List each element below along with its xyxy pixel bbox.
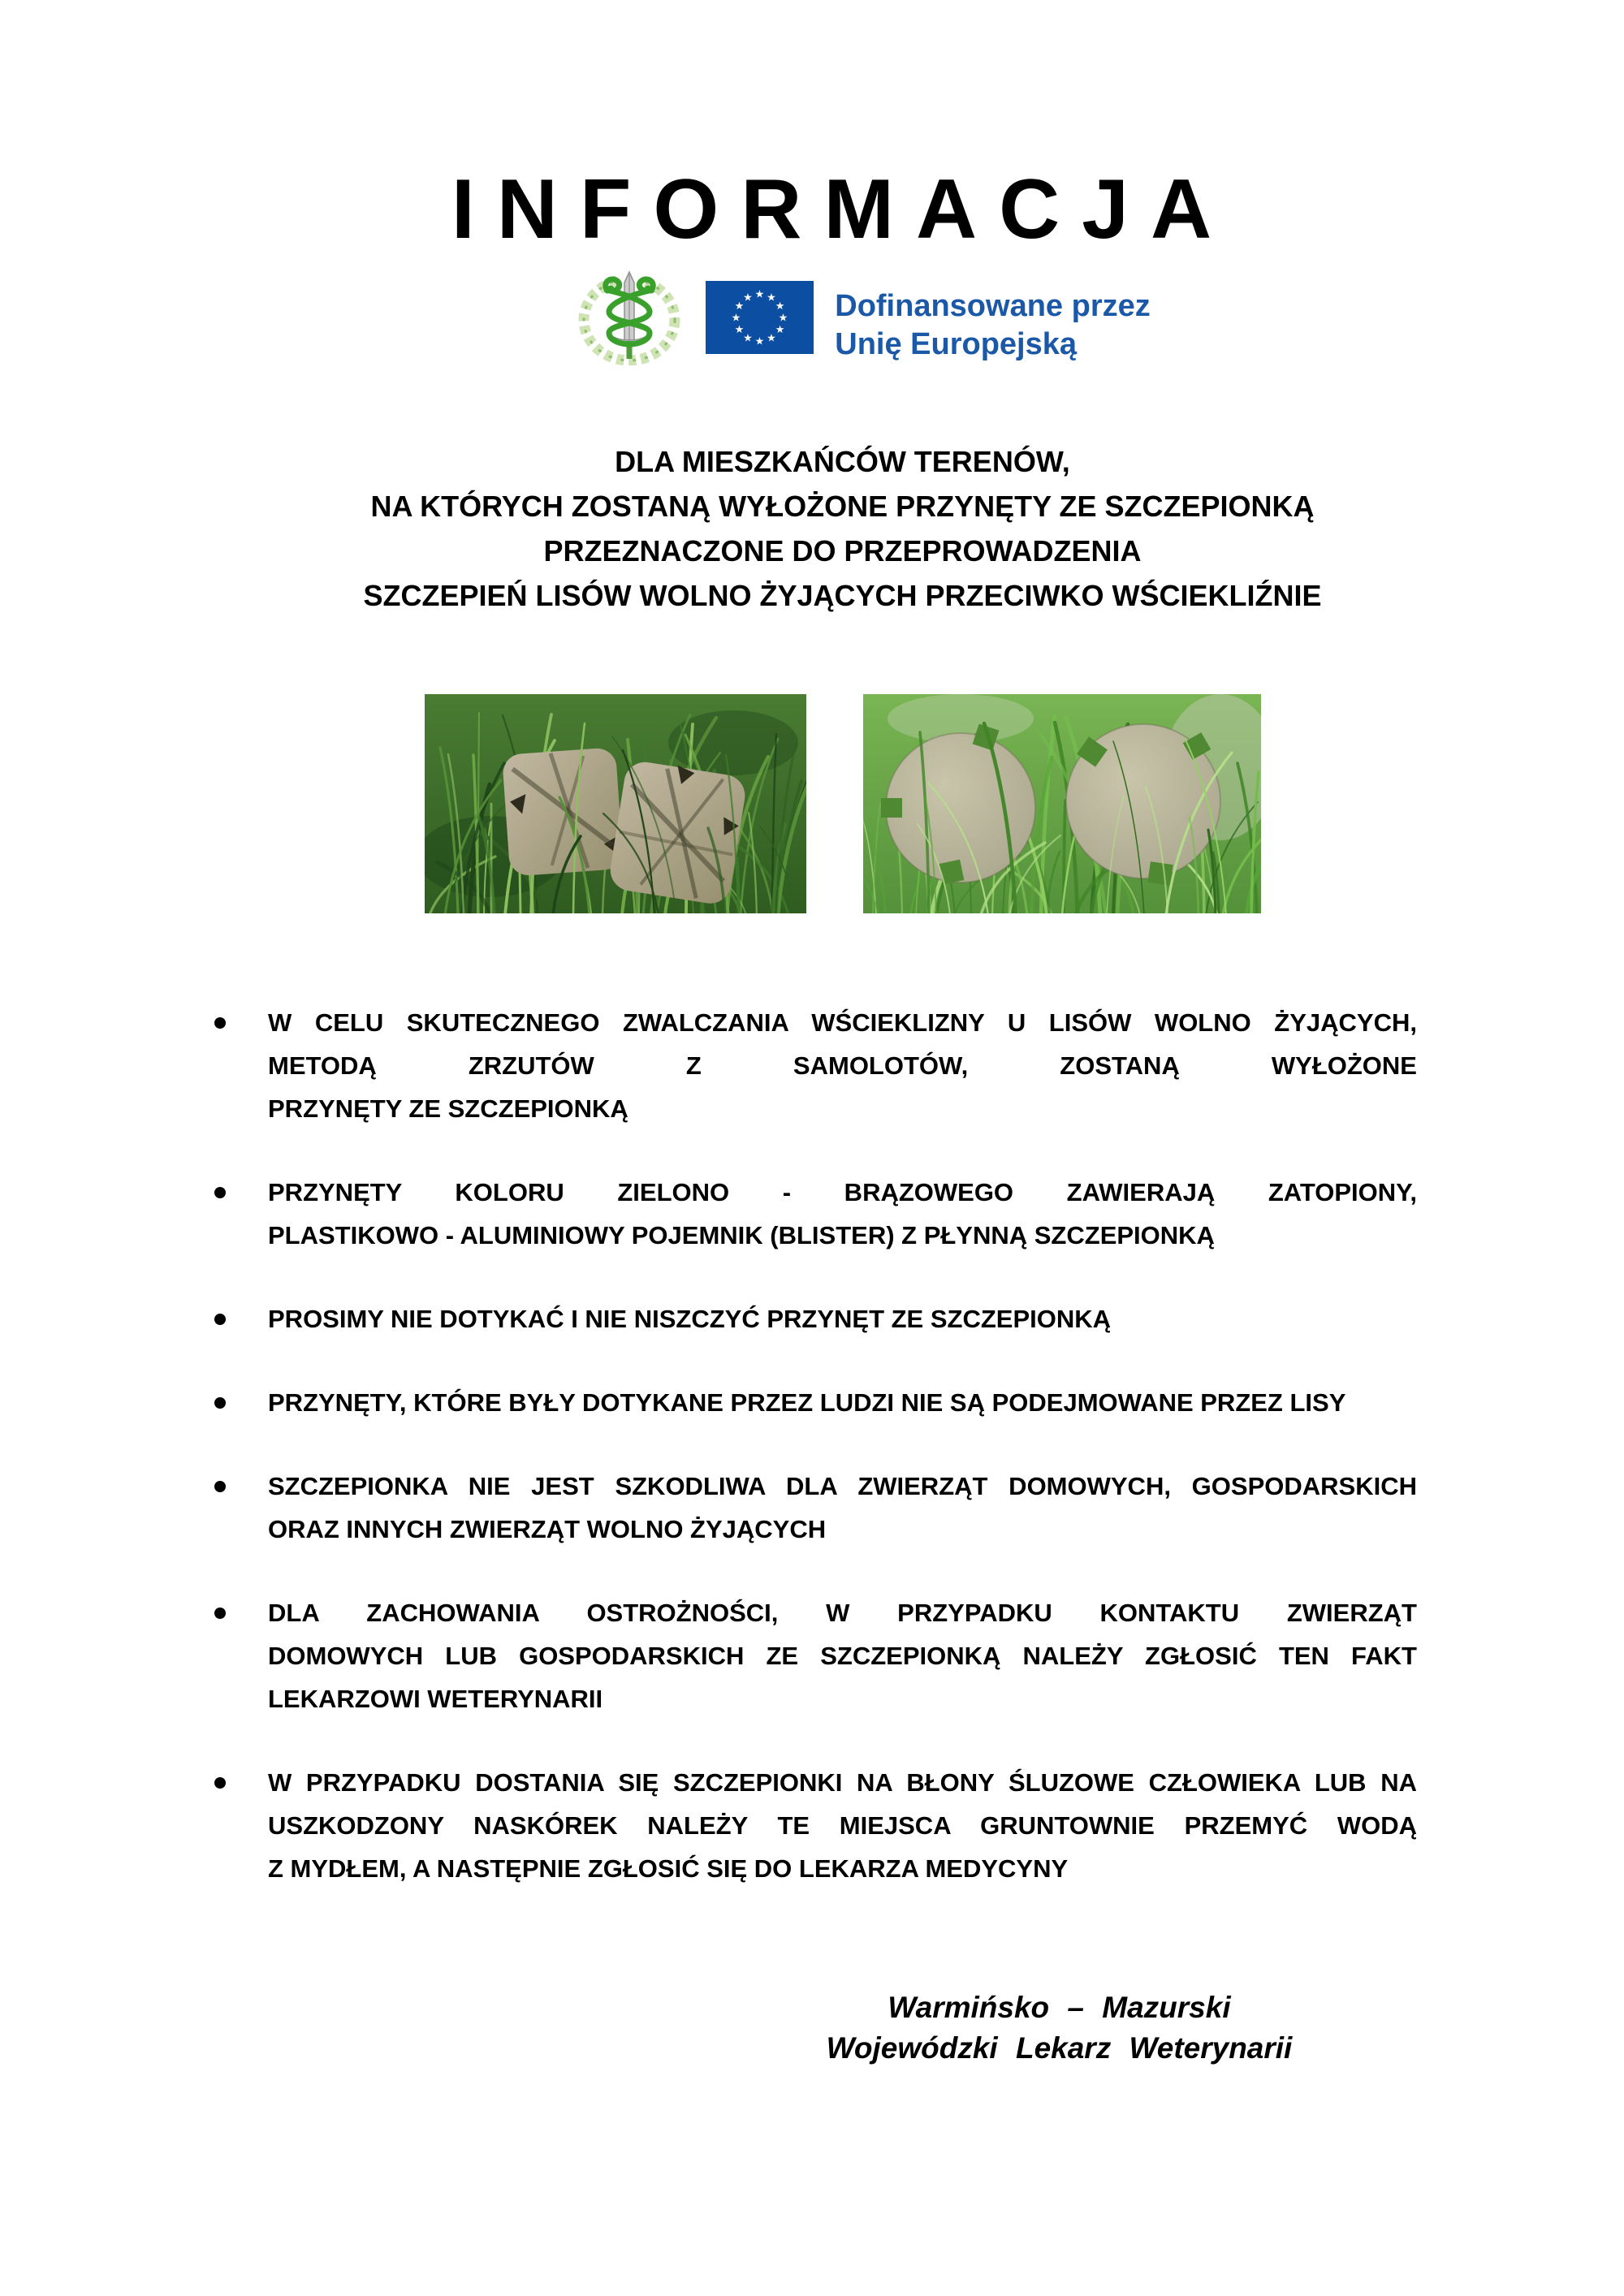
bullet-line: USZKODZONY NASKÓREK NALEŻY TE MIEJSCA GRUNTOWNIE PRZEMYĆ WODĄ bbox=[268, 1811, 1417, 1840]
bullet-line: DLA ZACHOWANIA OSTROŻNOŚCI, W PRZYPADKU KONTAKTU ZWIERZĄT bbox=[268, 1599, 1417, 1627]
bullet-list bbox=[211, 1001, 1417, 1931]
bullet-line: PLASTIKOWO - ALUMINIOWY POJEMNIK (BLISTER) Z PŁYNNĄ SZCZEPIONKĄ bbox=[268, 1221, 1215, 1249]
bullet-item bbox=[211, 1171, 1417, 1257]
eu-funding-label bbox=[835, 287, 1151, 364]
page-title: INFORMACJA bbox=[451, 162, 1234, 257]
bait-left-1 bbox=[502, 747, 624, 876]
bullet-item bbox=[211, 1761, 1417, 1890]
heading-line: DLA MIESZKAŃCÓW TERENÓW, bbox=[615, 445, 1070, 478]
svg-text:★: ★ bbox=[754, 288, 765, 301]
eu-flag-icon bbox=[706, 281, 814, 354]
notice-heading bbox=[268, 439, 1417, 618]
bait-photo-right bbox=[863, 694, 1261, 913]
bullet-line: LEKARZOWI WETERYNARII bbox=[268, 1685, 603, 1713]
svg-text:★: ★ bbox=[775, 300, 785, 313]
bait-left-2 bbox=[607, 757, 747, 906]
eu-funding-label-line2: Unię Europejską bbox=[835, 327, 1078, 361]
signature-line-2: Wojewódzki Lekarz Weterynarii bbox=[826, 2031, 1293, 2065]
bullet-line: DOMOWYCH LUB GOSPODARSKICH ZE SZCZEPIONKĄ NALEŻY ZGŁOSIĆ TEN FAKT bbox=[268, 1642, 1417, 1670]
bullet-dot-icon bbox=[214, 1481, 226, 1492]
bullet-dot-icon bbox=[214, 1017, 226, 1029]
bullet-dot-icon bbox=[214, 1187, 226, 1198]
svg-text:★: ★ bbox=[743, 332, 754, 345]
eu-funding-label-line1: Dofinansowane przez bbox=[835, 289, 1151, 323]
svg-text:★: ★ bbox=[734, 300, 745, 313]
signature bbox=[485, 1987, 1624, 2069]
heading-line: SZCZEPIEŃ LISÓW WOLNO ŻYJĄCYCH PRZECIWKO WŚCIEKLIŹNIE bbox=[363, 579, 1322, 612]
bullet-line: PROSIMY NIE DOTYKAĆ I NIE NISZCZYĆ PRZYNĘT ZE SZCZEPIONKĄ bbox=[268, 1305, 1112, 1333]
bullet-item bbox=[211, 1001, 1417, 1130]
bullet-dot-icon bbox=[214, 1397, 226, 1409]
bullet-item bbox=[211, 1381, 1417, 1424]
bullet-line: W PRZYPADKU DOSTANIA SIĘ SZCZEPIONKI NA BŁONY ŚLUZOWE CZŁOWIEKA LUB NA bbox=[268, 1768, 1417, 1797]
bullet-line: ORAZ INNYCH ZWIERZĄT WOLNO ŻYJĄCYCH bbox=[268, 1515, 827, 1543]
bullet-item bbox=[211, 1297, 1417, 1340]
bullet-line: W CELU SKUTECZNEGO ZWALCZANIA WŚCIEKLIZNY U LISÓW WOLNO ŻYJĄCYCH, bbox=[268, 1008, 1417, 1037]
bullet-line: PRZYNĘTY KOLORU ZIELONO - BRĄZOWEGO ZAWIERAJĄ ZATOPIONY, bbox=[268, 1178, 1417, 1206]
bullet-dot-icon bbox=[214, 1314, 226, 1325]
bait-photos bbox=[268, 694, 1417, 913]
bullet-line: PRZYNĘTY, KTÓRE BYŁY DOTYKANE PRZEZ LUDZI NIE SĄ PODEJMOWANE PRZEZ LISY bbox=[268, 1388, 1346, 1417]
bullet-line: Z MYDŁEM, A NASTĘPNIE ZGŁOSIĆ SIĘ DO LEKARZA MEDYCYNY bbox=[268, 1854, 1069, 1883]
svg-text:★: ★ bbox=[767, 291, 777, 304]
heading-line: PRZEZNACZONE DO PRZEPROWADZENIA bbox=[543, 534, 1142, 568]
svg-text:★: ★ bbox=[767, 332, 777, 345]
logo-row bbox=[288, 270, 1437, 365]
document-body bbox=[211, 0, 1421, 2296]
bullet-line: PRZYNĘTY ZE SZCZEPIONKĄ bbox=[268, 1094, 628, 1123]
bullet-dot-icon bbox=[214, 1777, 226, 1789]
svg-text:★: ★ bbox=[731, 312, 741, 325]
signature-line-1: Warmińsko – Mazurski bbox=[888, 1991, 1231, 2024]
svg-text:★: ★ bbox=[754, 335, 765, 348]
bullet-item bbox=[211, 1591, 1417, 1720]
svg-text:★: ★ bbox=[734, 324, 745, 336]
bullet-item bbox=[211, 1465, 1417, 1551]
bullet-dot-icon bbox=[214, 1608, 226, 1619]
svg-text:★: ★ bbox=[775, 324, 785, 336]
svg-text:★: ★ bbox=[778, 312, 788, 325]
bullet-line: SZCZEPIONKA NIE JEST SZKODLIWA DLA ZWIERZĄT DOMOWYCH, GOSPODARSKICH bbox=[268, 1472, 1417, 1500]
heading-line: NA KTÓRYCH ZOSTANĄ WYŁOŻONE PRZYNĘTY ZE SZCZEPIONKĄ bbox=[370, 490, 1315, 523]
bullet-line: METODĄ ZRZUTÓW Z SAMOLOTÓW, ZOSTANĄ WYŁOŻONE bbox=[268, 1051, 1417, 1080]
svg-text:★: ★ bbox=[743, 291, 754, 304]
bait-photo-left bbox=[425, 694, 806, 913]
veterinary-caduceus-icon bbox=[575, 270, 685, 365]
